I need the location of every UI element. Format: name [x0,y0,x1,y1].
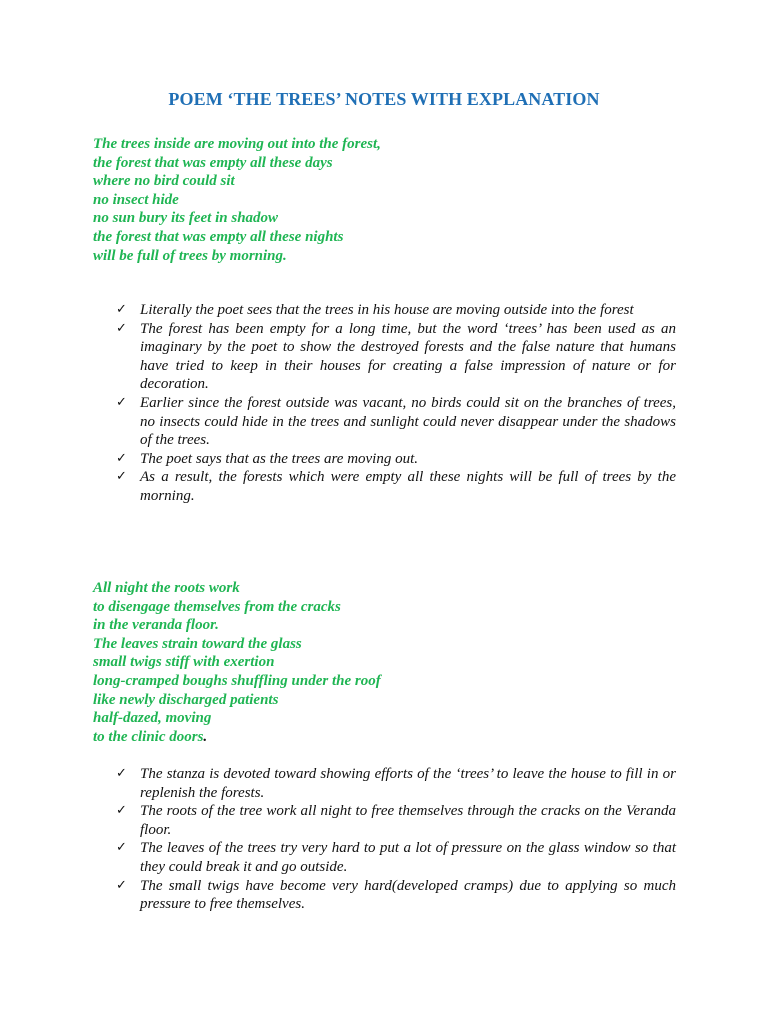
note-item [116,765,676,802]
poem-line: The leaves strain toward the glass [93,635,302,652]
poem-line: in the veranda floor. [93,617,219,634]
poem-line: small twigs stiff with exertion [93,654,275,671]
poem-stanza-2 [93,579,381,746]
note-text: As a result, the forests which were empty all these nights will be full of trees by the morning. [140,469,676,504]
poem-line: the forest that was empty all these days [93,154,333,171]
checkmark-icon: ✓ [116,450,127,466]
checkmark-icon: ✓ [116,766,127,781]
checkmark-icon: ✓ [116,394,127,410]
checkmark-icon: ✓ [116,469,127,485]
poem-line: no sun bury its feet in shadow [93,210,279,227]
poem-line: will be full of trees by morning. [93,247,287,264]
note-text: Earlier since the forest outside was vacant, no birds could sit on the branches of trees, no insects could hide in the trees and sunlight could never disappear under the shadows of the trees. [140,394,676,449]
poem-line: long-cramped boughs shuffling under the roof [93,672,381,689]
note-item [116,394,676,450]
poem-line [93,728,381,747]
poem-line: no insect hide [93,191,179,208]
note-item [116,450,676,469]
poem-line: The trees inside are moving out into the forest, [93,136,381,152]
note-item [116,839,676,876]
poem-line: to disengage themselves from the cracks [93,598,341,615]
checkmark-icon: ✓ [116,320,127,336]
note-item [116,320,676,394]
notes-list-1 [116,301,676,506]
poem-line: where no bird could sit [93,173,235,190]
poem-line-text: to the clinic doors [93,728,204,745]
note-item [116,468,676,505]
note-text: Literally the poet sees that the trees in his house are moving outside into the forest [140,302,634,318]
poem-line: All night the roots work [93,580,240,596]
note-text: The forest has been empty for a long time, but the word ‘trees’ has been used as an imaginary by the poet to show the destroyed forests and the false nature that humans have tried to keep in their houses for creating a false impression of nature or for decoration. [140,320,676,393]
note-text: The stanza is devoted toward showing efforts of the ‘trees’ to leave the house to fill in or replenish the forests. [140,766,676,801]
note-item [116,877,676,914]
note-item [116,301,676,320]
note-text: The poet says that as the trees are moving out. [140,450,419,467]
checkmark-icon: ✓ [116,840,127,856]
notes-list-2 [116,765,676,914]
note-text: The small twigs have become very hard(developed cramps) due to applying so much pressure to free themselves. [140,877,676,913]
note-text: The roots of the tree work all night to free themselves through the cracks on the Veranda floor. [140,803,676,838]
poem-line: half-dazed, moving [93,710,212,727]
checkmark-icon: ✓ [116,877,127,893]
checkmark-icon: ✓ [116,803,127,819]
poem-line: like newly discharged patients [93,691,279,708]
poem-line: the forest that was empty all these nights [93,228,344,245]
poem-stanza-1 [93,135,381,265]
checkmark-icon: ✓ [116,302,127,317]
page-title: POEM ‘THE TREES’ NOTES WITH EXPLANATION [168,89,600,109]
note-text: The leaves of the trees try very hard to put a lot of pressure on the glass window so that they could break it and go outside. [140,840,676,875]
poem-line-period: . [203,728,208,745]
note-item [116,802,676,839]
